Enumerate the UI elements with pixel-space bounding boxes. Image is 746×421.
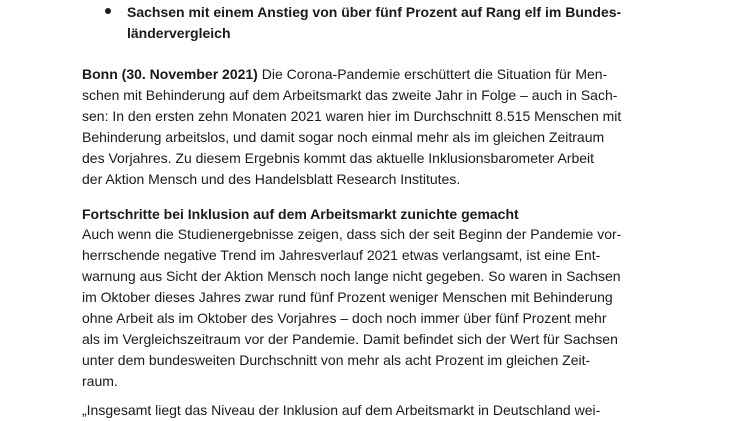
intro-line-text: Die Corona-Pandemie erschüttert die Situation für Men- [257, 66, 608, 82]
section-line: Auch wenn die Studienergebnisse zeigen, dass sich der seit Beginn der Pandemie vor- [82, 226, 622, 242]
quote-line: „Insgesamt liegt das Niveau der Inklusion auf dem Arbeitsmarkt in Deutschland wei- [82, 402, 601, 418]
section-line: warnung aus Sicht der Aktion Mensch noch lange nicht gegeben. So waren in Sachsen [82, 268, 621, 284]
section-paragraph [82, 224, 637, 392]
bullet-line: ländervergleich [127, 25, 231, 41]
section-line: ohne Arbeit als im Oktober des Vorjahres – doch noch immer über fünf Prozent mehr [82, 310, 607, 326]
intro-line: Behinderung arbeitslos, und damit sogar noch einmal mehr als im gleichen Zeitraum [82, 129, 605, 145]
intro-paragraph [82, 64, 637, 190]
section-line: herrschende negative Trend im Jahresverlauf 2021 etwas verlangsamt, ist eine Ent- [82, 247, 601, 263]
intro-line: der Aktion Mensch und des Handelsblatt Research Institutes. [82, 171, 461, 187]
quote-paragraph [82, 400, 637, 421]
intro-line: schen mit Behinderung auf dem Arbeitsmarkt das zweite Jahr in Folge – auch in Sach- [82, 87, 618, 103]
intro-line [82, 64, 637, 85]
bullet-text [127, 2, 627, 44]
intro-line: sen: In den ersten zehn Monaten 2021 waren hier im Durchschnitt 8.515 Menschen mit [82, 108, 622, 124]
bullet-icon [105, 8, 111, 14]
dateline: Bonn (30. November 2021) [82, 66, 258, 82]
section-heading: Fortschritte bei Inklusion auf dem Arbeitsmarkt zunichte gemacht [82, 206, 519, 222]
section-line: als im Vergleichszeitraum vor der Pandemie. Damit befindet sich der Wert für Sachsen [82, 331, 618, 347]
section-line: unter dem bundesweiten Durchschnitt von mehr als acht Prozent im gleichen Zeit- [82, 352, 591, 368]
section-line: im Oktober dieses Jahres zwar rund fünf Prozent weniger Menschen mit Behinderung [82, 289, 613, 305]
bullet-line: Sachsen mit einem Anstieg von über fünf Prozent auf Rang elf im Bundes- [127, 4, 622, 20]
intro-line: des Vorjahres. Zu diesem Ergebnis kommt das aktuelle Inklusionsbarometer Arbeit [82, 150, 595, 166]
section-line: raum. [82, 373, 118, 389]
